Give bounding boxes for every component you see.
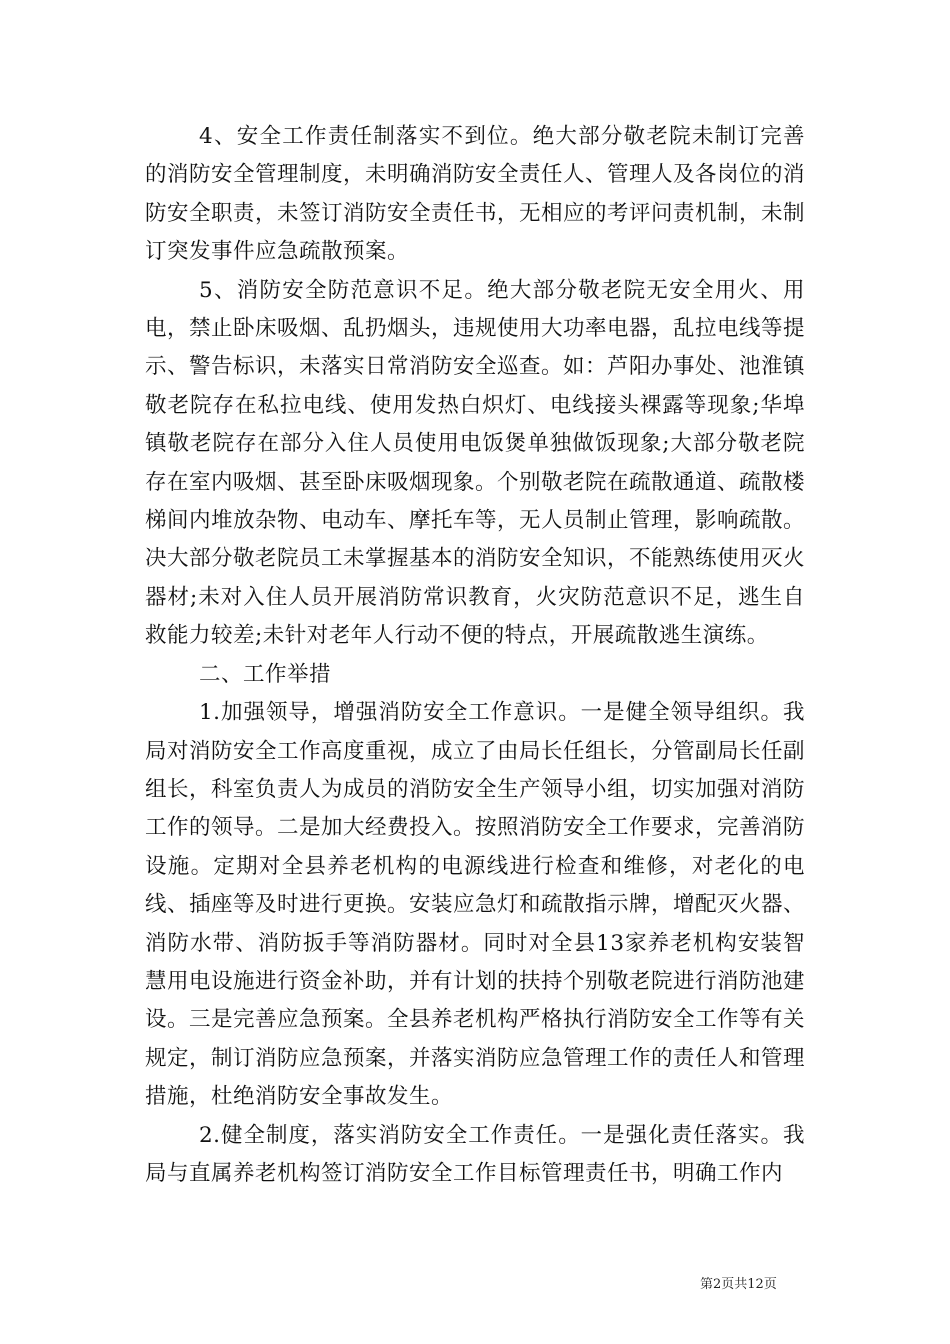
paragraph-measure-1: 1.加强领导，增强消防安全工作意识。一是健全领导组织。我局对消防安全工作高度重视，成立了由局长任组长，分管副局长任副组长，科室负责人为成员的消防安全生产领导小组，切实加强对消防工作的领导。二是加大经费投入。按照消防安全工作要求，完善消防设施。定期对全县养老机构的电源线进行检查和维修，对老化的电线、插座等及时进行更换。安装应急灯和疏散指示牌，增配灭火器、消防水带、消防扳手等消防器材。同时对全县13家养老机构安装智慧用电设施进行资金补助，并有计划的扶持个别敬老院进行消防池建设。三是完善应急预案。全县养老机构严格执行消防安全工作等有关规定，制订消防应急预案，并落实消防应急管理工作的责任人和管理措施，杜绝消防安全事故发生。 <box>145 700 806 1110</box>
paragraph-measure-2: 2.健全制度，落实消防安全工作责任。一是强化责任落实。我局与直属养老机构签订消防安全工作目标管理责任书，明确工作内 <box>145 1122 805 1186</box>
paragraph-item-4: 4、安全工作责任制落实不到位。绝大部分敬老院未制订完善的消防安全管理制度，未明确消防安全责任人、管理人及各岗位的消防安全职责，未签订消防安全责任书，无相应的考评问责机制，未制订突发事件应急疏散预案。 <box>145 124 806 265</box>
document-body <box>145 118 805 1193</box>
page-number-footer: 第2页共12页 <box>700 1277 777 1292</box>
paragraph-item-5: 5、消防安全防范意识不足。绝大部分敬老院无安全用火、用电，禁止卧床吸烟、乱扔烟头，违规使用大功率电器，乱拉电线等提示、警告标识，未落实日常消防安全巡查。如：芦阳办事处、池淮镇敬老院存在私拉电线、使用发热白炽灯、电线接头裸露等现象;华埠镇敬老院存在部分入住人员使用电饭煲单独做饭现象;大部分敬老院存在室内吸烟、甚至卧床吸烟现象。个别敬老院在疏散通道、疏散楼梯间内堆放杂物、电动车、摩托车等，无人员制止管理，影响疏散。决大部分敬老院员工未掌握基本的消防安全知识，不能熟练使用灭火器材;未对入住人员开展消防常识教育，火灾防范意识不足，逃生自救能力较差;未针对老年人行动不便的特点，开展疏散逃生演练。 <box>145 277 806 649</box>
section-heading-work-measures: 二、工作举措 <box>199 661 332 687</box>
